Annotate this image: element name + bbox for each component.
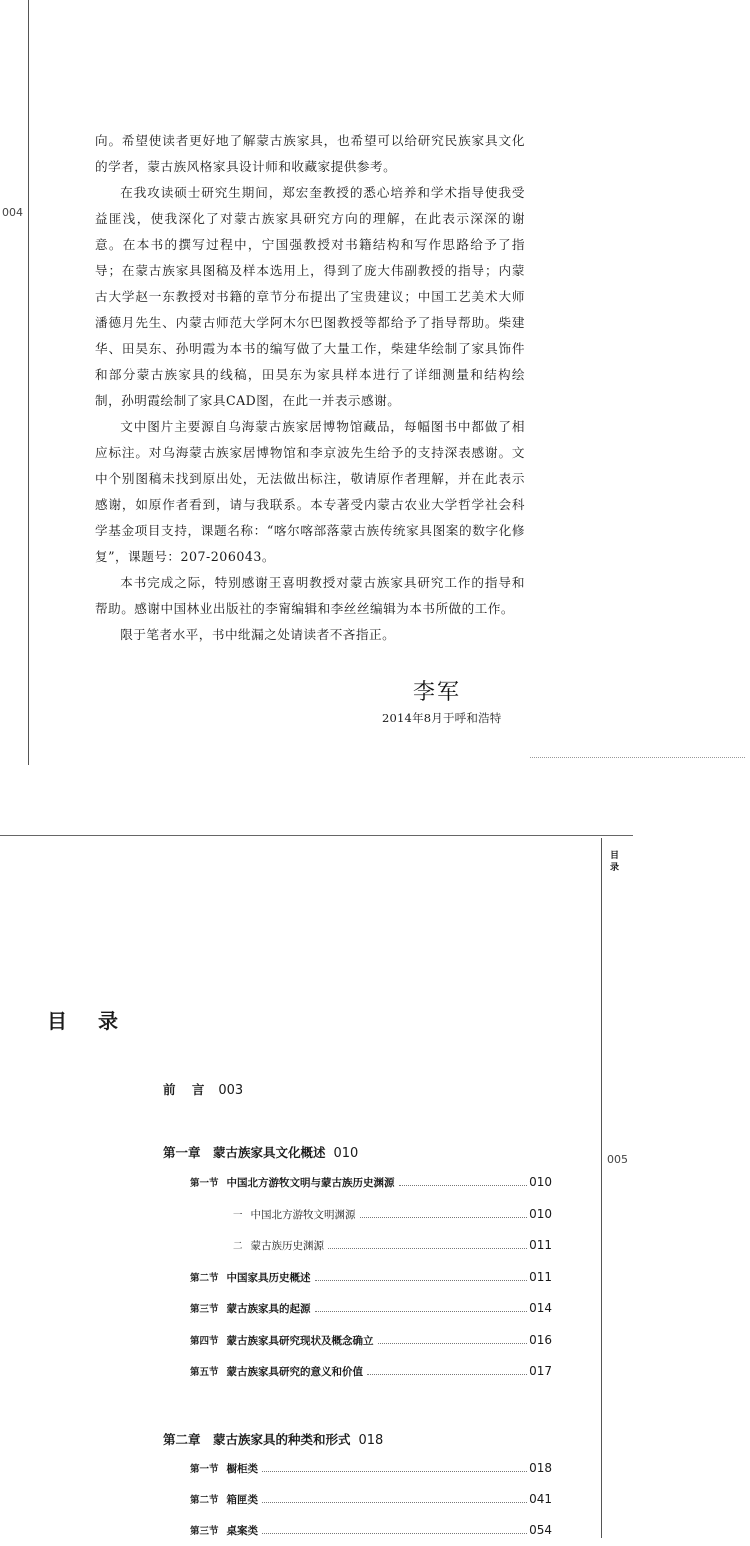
toc-leader-dots <box>328 1248 527 1249</box>
preface-paragraph-4: 本书完成之际，特别感谢王喜明教授对蒙古族家具研究工作的指导和帮助。感谢中国林业出版社的李甯编辑和李丝丝编辑为本书所做的工作。 <box>95 575 525 616</box>
toc-preface-page: 003 <box>218 1083 244 1098</box>
toc-section-row[interactable] <box>190 1523 552 1538</box>
toc-subsection-page: 010 <box>529 1207 552 1221</box>
toc-subsection-title: 中国北方游牧文明渊源 <box>250 1209 356 1221</box>
toc-section-page: 054 <box>529 1523 552 1537</box>
toc-leader-dots <box>262 1502 527 1503</box>
toc-subsection-page: 011 <box>529 1238 552 1252</box>
toc-preface-label: 前 言 <box>163 1082 211 1097</box>
toc-section-number: 第二节 <box>190 1495 219 1506</box>
toc-subsection-row[interactable] <box>233 1207 552 1222</box>
toc-chapter-2[interactable] <box>163 1430 383 1448</box>
toc-section-row[interactable] <box>190 1333 552 1348</box>
toc-section-number: 第一节 <box>190 1464 219 1475</box>
date-place-line: 2014年8月于呼和浩特 <box>382 711 502 725</box>
toc-section-row[interactable] <box>190 1301 552 1316</box>
toc-subsection-number: 二 <box>233 1241 243 1252</box>
toc-leader-dots <box>315 1311 528 1312</box>
toc-section-title: 箱匣类 <box>226 1494 259 1506</box>
toc-leader-dots <box>367 1374 527 1375</box>
toc-leader-dots <box>315 1280 528 1281</box>
toc-section-number: 第三节 <box>190 1526 219 1537</box>
preface-paragraph-5: 限于笔者水平，书中纰漏之处请读者不吝指正。 <box>120 627 396 642</box>
toc-leader-dots <box>399 1185 528 1186</box>
running-header: 目录 <box>610 851 620 873</box>
page-gutter-line <box>601 838 602 1538</box>
page-gutter-line <box>28 0 29 765</box>
toc-chapter-label: 第一章 蒙古族家具文化概述 <box>163 1145 326 1160</box>
toc-section-number: 第一节 <box>190 1178 219 1189</box>
toc-section-page: 041 <box>529 1492 552 1506</box>
toc-leader-dots <box>262 1471 527 1472</box>
toc-section-title: 桌案类 <box>226 1525 259 1537</box>
preface-paragraph-2: 在我攻读硕士研究生期间，郑宏奎教授的悉心培养和学术指导使我受益匪浅，使我深化了对蒙古族家具研究方向的理解，在此表示深深的谢意。在本书的撰写过程中，宁国强教授对书籍结构和写作思路给予了指导；在蒙古族家具图稿及样本选用上，得到了庞大伟副教授的指导；内蒙古大学赵一东教授对书籍的章节分布提出了宝贵建议；中国工艺美术大师潘德月先生、内蒙古师范大学阿木尔巴图教授等都给予了指导帮助。柴建华、田昊东、孙明霞为本书的编写做了大量工作，柴建华绘制了家具饰件和部分蒙古族家具的线稿，田昊东为家具样本进行了详细测量和结构绘制，孙明霞绘制了家具CAD图，在此一并表示感谢。 <box>95 185 525 408</box>
toc-title: 目 录 <box>47 1009 130 1033</box>
toc-section-title: 蒙古族家具研究的意义和价值 <box>226 1366 364 1378</box>
toc-section-page: 018 <box>529 1461 552 1475</box>
toc-leader-dots <box>262 1533 527 1534</box>
toc-section-title: 中国北方游牧文明与蒙古族历史渊源 <box>226 1177 395 1189</box>
toc-section-page: 014 <box>529 1301 552 1315</box>
author-signature: 李军 <box>413 680 462 705</box>
toc-section-page: 016 <box>529 1333 552 1347</box>
toc-section-number: 第四节 <box>190 1336 219 1347</box>
toc-section-number: 第二节 <box>190 1273 219 1284</box>
page-number: 005 <box>607 1153 628 1166</box>
toc-subsection-number: 一 <box>233 1210 243 1221</box>
toc-section-title: 中国家具历史概述 <box>226 1272 311 1284</box>
page-edge-dots <box>530 757 745 758</box>
toc-subsection-title: 蒙古族历史渊源 <box>250 1240 325 1252</box>
toc-section-row[interactable] <box>190 1492 552 1507</box>
preface-body <box>95 128 525 648</box>
preface-paragraph-1: 向。希望使读者更好地了解蒙古族家具，也希望可以给研究民族家具文化的学者，蒙古族风格家具设计师和收藏家提供参考。 <box>95 133 525 174</box>
toc-section-title: 蒙古族家具的起源 <box>226 1303 311 1315</box>
toc-section-row[interactable] <box>190 1461 552 1476</box>
toc-chapter-page: 010 <box>333 1146 359 1161</box>
toc-section-page: 010 <box>529 1175 552 1189</box>
toc-leader-dots <box>378 1343 528 1344</box>
toc-subsection-row[interactable] <box>233 1238 552 1253</box>
page-number: 004 <box>2 206 23 219</box>
toc-section-row[interactable] <box>190 1270 552 1285</box>
toc-section-page: 017 <box>529 1364 552 1378</box>
toc-leader-dots <box>360 1217 528 1218</box>
toc-section-number: 第五节 <box>190 1367 219 1378</box>
toc-section-page: 011 <box>529 1270 552 1284</box>
toc-chapter-page: 018 <box>358 1433 384 1448</box>
toc-section-number: 第三节 <box>190 1304 219 1315</box>
toc-section-title: 橱柜类 <box>226 1463 259 1475</box>
toc-section-row[interactable] <box>190 1364 552 1379</box>
page-divider <box>0 835 633 836</box>
toc-chapter-label: 第二章 蒙古族家具的种类和形式 <box>163 1432 351 1447</box>
toc-section-row[interactable] <box>190 1175 552 1190</box>
preface-paragraph-3: 文中图片主要源自乌海蒙古族家居博物馆藏品，每幅图书中都做了相应标注。对乌海蒙古族家居博物馆和李京波先生给予的支持深表感谢。文中个别图稿未找到原出处，无法做出标注，敬请原作者理解，并在此表示感谢，如原作者看到，请与我联系。本专著受内蒙古农业大学哲学社会科学基金项目支持，课题名称：“喀尔喀部落蒙古族传统家具图案的数字化修复”，课题号：207-206043。 <box>95 419 525 564</box>
toc-section-title: 蒙古族家具研究现状及概念确立 <box>226 1335 374 1347</box>
toc-chapter-1[interactable] <box>163 1143 358 1161</box>
toc-preface-entry[interactable] <box>163 1080 243 1098</box>
